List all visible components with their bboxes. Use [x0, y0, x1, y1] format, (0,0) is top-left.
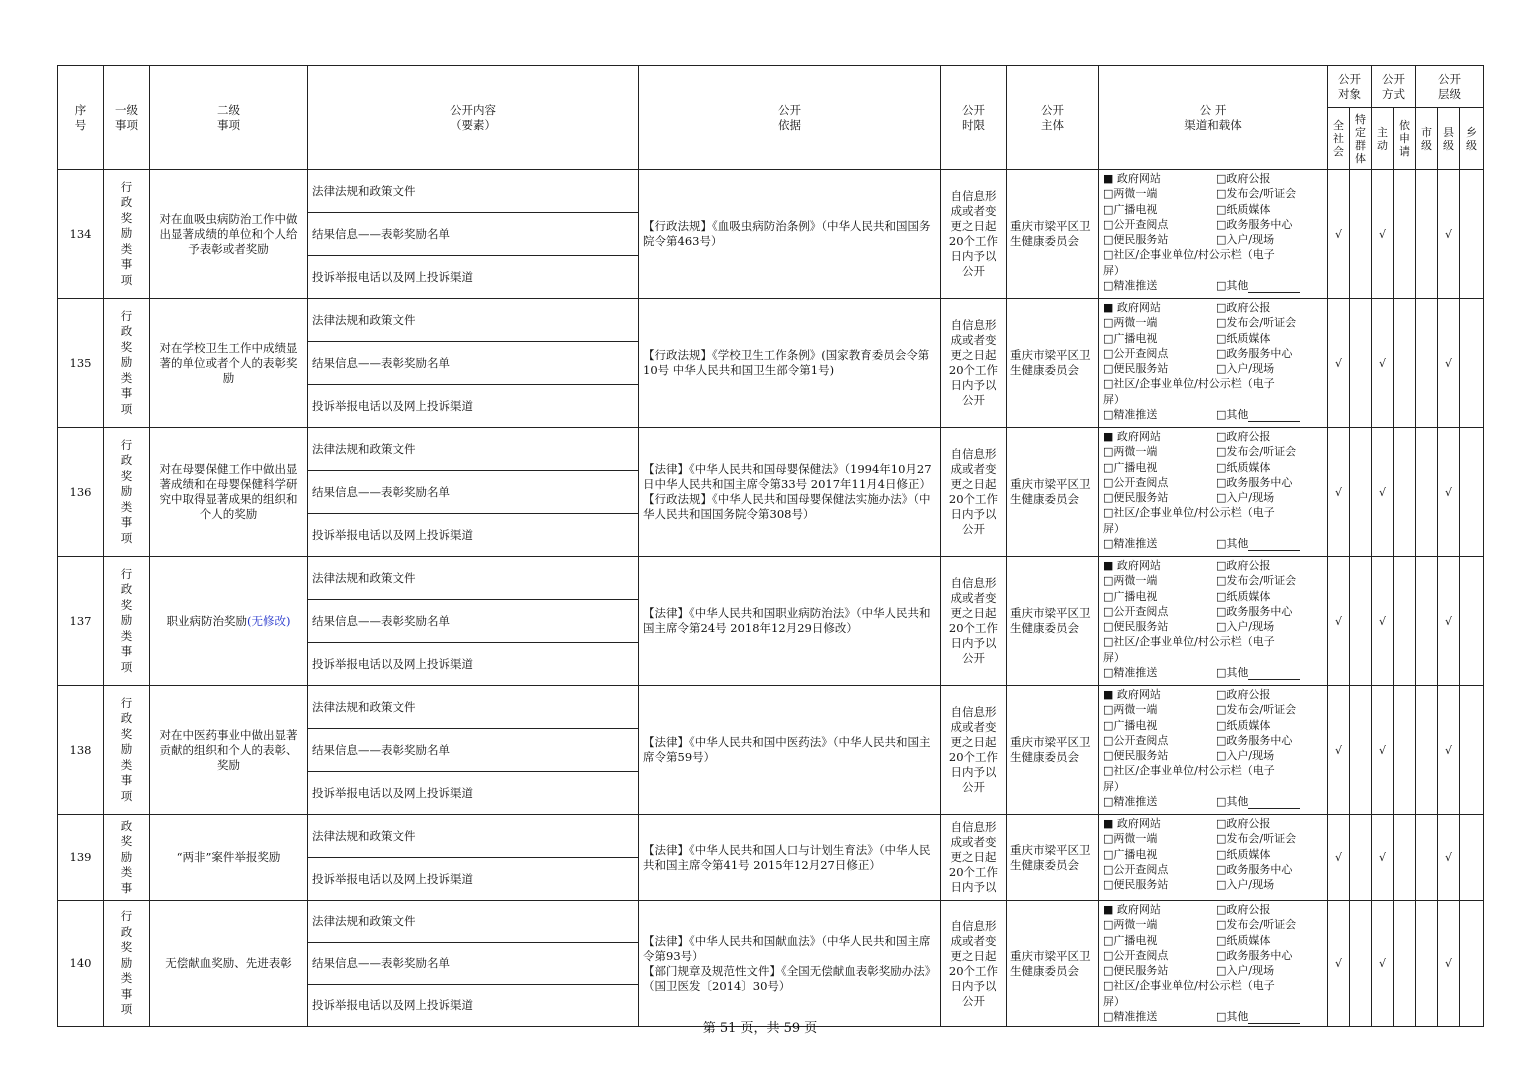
- channel-option: □公开查阅点: [1103, 948, 1169, 962]
- row-category: 政 奖 励 类 事: [104, 815, 150, 901]
- channel-option: □入户/现场: [1216, 233, 1275, 247]
- channel-option: □政务服务中心: [1216, 948, 1293, 962]
- check-county: √: [1438, 299, 1460, 428]
- row-basis: 【法律】《中华人民共和国职业病防治法》（中华人民共和国主席令第24号 2018年12月29日修改）: [639, 557, 941, 686]
- channel-option: ■ 政府网站: [1103, 817, 1161, 830]
- channel-option: □发布会/听证会: [1216, 445, 1297, 459]
- channel-option: □广播电视: [1103, 589, 1158, 603]
- channel-option: □其他: [1216, 408, 1249, 422]
- check-city: [1416, 815, 1438, 901]
- check-specific-group: [1350, 901, 1372, 1027]
- check-county: √: [1438, 428, 1460, 557]
- channel-option: □广播电视: [1103, 718, 1158, 732]
- check-township: [1460, 299, 1484, 428]
- header-subject: 公开 主体: [1007, 66, 1099, 170]
- row-basis: 【法律】《中华人民共和国中医药法》（中华人民共和国主席令第59号）: [639, 686, 941, 815]
- blank-underline: [1248, 539, 1300, 551]
- check-on-request: [1394, 686, 1416, 815]
- row-channels: [1099, 299, 1328, 428]
- row-subject: 重庆市梁平区卫生健康委员会: [1007, 428, 1099, 557]
- channel-option: 屏）: [1103, 521, 1125, 535]
- row-category: 行 政 奖 励 类 事 项: [104, 299, 150, 428]
- check-county: √: [1438, 557, 1460, 686]
- check-active: √: [1372, 557, 1394, 686]
- blank-underline: [1248, 410, 1300, 422]
- row-deadline: 自信息形 成或者变 更之日起 20个工作 日内予以 公开: [941, 170, 1007, 299]
- check-active: √: [1372, 686, 1394, 815]
- row-seq: 135: [58, 299, 104, 428]
- channel-option: □精准推送: [1103, 666, 1158, 680]
- channel-option: □其他: [1216, 1010, 1249, 1024]
- row-deadline: 自信息形 成或者变 更之日起 20个工作 日内予以 公开: [941, 557, 1007, 686]
- channel-option: □政府公报: [1216, 688, 1271, 701]
- check-all-society: √: [1328, 428, 1350, 557]
- channel-option: □纸质媒体: [1216, 933, 1271, 947]
- header-county-level: 县 级: [1438, 108, 1460, 170]
- row-deadline: 自信息形 成或者变 更之日起 20个工作 日内予以 公开: [941, 686, 1007, 815]
- channel-option: □发布会/听证会: [1216, 918, 1297, 932]
- channel-option: ■ 政府网站: [1103, 172, 1161, 185]
- channel-option: □政府公报: [1216, 559, 1271, 572]
- check-township: [1460, 428, 1484, 557]
- row-deadline: 自信息形 成或者变 更之日起 20个工作 日内予以 公开: [941, 299, 1007, 428]
- row-content-item: 结果信息——表彰奖励名单: [308, 943, 639, 985]
- channel-option: □政务服务中心: [1216, 217, 1293, 231]
- channel-option: □入户/现场: [1216, 491, 1275, 505]
- channel-option: □政务服务中心: [1216, 475, 1293, 489]
- check-on-request: [1394, 428, 1416, 557]
- row-subject: 重庆市梁平区卫生健康委员会: [1007, 686, 1099, 815]
- check-city: [1416, 299, 1438, 428]
- row-content-item: 投诉举报电话以及网上投诉渠道: [308, 514, 639, 557]
- check-specific-group: [1350, 557, 1372, 686]
- channel-option: □纸质媒体: [1216, 847, 1271, 861]
- channel-option: □社区/企事业单位/村公示栏（电子: [1103, 979, 1275, 993]
- check-active: √: [1372, 428, 1394, 557]
- check-specific-group: [1350, 170, 1372, 299]
- row-item: “两非”案件举报奖励: [150, 815, 308, 901]
- row-seq: 138: [58, 686, 104, 815]
- table-row: [58, 299, 1484, 342]
- channel-option: □公开查阅点: [1103, 862, 1169, 876]
- check-active: √: [1372, 815, 1394, 901]
- channel-option: 屏）: [1103, 779, 1125, 793]
- row-content-item: 法律法规和政策文件: [308, 299, 639, 342]
- header-seq: 序 号: [58, 66, 104, 170]
- row-seq: 140: [58, 901, 104, 1027]
- row-subject: 重庆市梁平区卫生健康委员会: [1007, 557, 1099, 686]
- channel-option: □两微一端: [1103, 918, 1158, 932]
- channel-option: □入户/现场: [1216, 620, 1275, 634]
- check-township: [1460, 170, 1484, 299]
- check-county: √: [1438, 686, 1460, 815]
- row-category: 行 政 奖 励 类 事 项: [104, 557, 150, 686]
- header-basis: 公开 依据: [639, 66, 941, 170]
- channel-option: □社区/企事业单位/村公示栏（电子: [1103, 506, 1275, 520]
- row-content-item: 结果信息——表彰奖励名单: [308, 471, 639, 514]
- header-level2: 二级 事项: [150, 66, 308, 170]
- header-target: 公开 对象: [1328, 66, 1372, 108]
- check-township: [1460, 815, 1484, 901]
- header-method: 公开 方式: [1372, 66, 1416, 108]
- row-category: 行 政 奖 励 类 事 项: [104, 686, 150, 815]
- channel-option: □入户/现场: [1216, 749, 1275, 763]
- header-level1: 一级 事项: [104, 66, 150, 170]
- row-basis: 【行政法规】《血吸虫病防治条例》（中华人民共和国国务院令第463号）: [639, 170, 941, 299]
- header-city-level: 市 级: [1416, 108, 1438, 170]
- row-content-item: 结果信息——表彰奖励名单: [308, 213, 639, 256]
- channel-option: □发布会/听证会: [1216, 574, 1297, 588]
- channel-option: □纸质媒体: [1216, 202, 1271, 216]
- channel-option: 屏）: [1103, 392, 1125, 406]
- channel-option: □公开查阅点: [1103, 604, 1169, 618]
- header-all-society: 全 社 会: [1328, 108, 1350, 170]
- row-seq: 137: [58, 557, 104, 686]
- channel-option: □入户/现场: [1216, 964, 1275, 978]
- channel-option: □广播电视: [1103, 331, 1158, 345]
- check-on-request: [1394, 815, 1416, 901]
- row-content-item: 投诉举报电话以及网上投诉渠道: [308, 772, 639, 815]
- channel-option: □纸质媒体: [1216, 589, 1271, 603]
- row-channels: [1099, 557, 1328, 686]
- channel-option: ■ 政府网站: [1103, 903, 1161, 916]
- channel-option: □纸质媒体: [1216, 331, 1271, 345]
- check-city: [1416, 428, 1438, 557]
- check-specific-group: [1350, 428, 1372, 557]
- check-specific-group: [1350, 815, 1372, 901]
- channel-option: □公开查阅点: [1103, 475, 1169, 489]
- row-content-item: 法律法规和政策文件: [308, 428, 639, 471]
- channel-option: □精准推送: [1103, 1010, 1158, 1024]
- row-channels: [1099, 686, 1328, 815]
- channel-option: ■ 政府网站: [1103, 430, 1161, 443]
- row-basis: 【法律】《中华人民共和国献血法》（中华人民共和国主席令第93号） 【部门规章及规范性文件】《全国无偿献血表彰奖励办法》（国卫医发〔2014〕30号）: [639, 901, 941, 1027]
- check-city: [1416, 901, 1438, 1027]
- page-footer: 第 51 页，共 59 页: [702, 1021, 818, 1036]
- channel-option: □精准推送: [1103, 279, 1158, 293]
- channel-option: □政府公报: [1216, 903, 1271, 916]
- check-active: √: [1372, 299, 1394, 428]
- channel-option: □社区/企事业单位/村公示栏（电子: [1103, 377, 1275, 391]
- row-content-item: 结果信息——表彰奖励名单: [308, 342, 639, 385]
- channel-option: □政务服务中心: [1216, 862, 1293, 876]
- channel-option: □公开查阅点: [1103, 217, 1169, 231]
- check-on-request: [1394, 557, 1416, 686]
- check-on-request: [1394, 170, 1416, 299]
- table-row: [58, 170, 1484, 213]
- check-all-society: √: [1328, 170, 1350, 299]
- channel-option: □发布会/听证会: [1216, 703, 1297, 717]
- channel-option: □社区/企事业单位/村公示栏（电子: [1103, 248, 1275, 262]
- row-item: 职业病防治奖励(无修改): [150, 557, 308, 686]
- row-category: 行 政 奖 励 类 事 项: [104, 170, 150, 299]
- channel-option: □纸质媒体: [1216, 460, 1271, 474]
- check-specific-group: [1350, 686, 1372, 815]
- channel-option: □纸质媒体: [1216, 718, 1271, 732]
- channel-option: 屏）: [1103, 263, 1125, 277]
- check-township: [1460, 686, 1484, 815]
- check-all-society: √: [1328, 686, 1350, 815]
- check-county: √: [1438, 815, 1460, 901]
- channel-option: □政务服务中心: [1216, 346, 1293, 360]
- channel-option: ■ 政府网站: [1103, 559, 1161, 572]
- channel-option: □便民服务站: [1103, 749, 1169, 763]
- row-content-item: 法律法规和政策文件: [308, 170, 639, 213]
- row-seq: 136: [58, 428, 104, 557]
- channel-option: □便民服务站: [1103, 878, 1169, 892]
- channel-option: □便民服务站: [1103, 233, 1169, 247]
- channel-option: □入户/现场: [1216, 362, 1275, 376]
- item-note: (无修改): [247, 613, 291, 628]
- channel-option: □其他: [1216, 279, 1249, 293]
- header-active: 主 动: [1372, 108, 1394, 170]
- check-township: [1460, 557, 1484, 686]
- channel-option: □两微一端: [1103, 832, 1158, 846]
- channel-option: □其他: [1216, 537, 1249, 551]
- channel-option: □两微一端: [1103, 703, 1158, 717]
- channel-option: □两微一端: [1103, 187, 1158, 201]
- channel-option: □便民服务站: [1103, 362, 1169, 376]
- channel-option: ■ 政府网站: [1103, 688, 1161, 701]
- check-on-request: [1394, 901, 1416, 1027]
- check-all-society: √: [1328, 557, 1350, 686]
- table-row: [58, 428, 1484, 471]
- row-basis: 【行政法规】《学校卫生工作条例》(国家教育委员会令第10号 中华人民共和国卫生部令第1号): [639, 299, 941, 428]
- channel-option: □公开查阅点: [1103, 733, 1169, 747]
- table-row: [58, 815, 1484, 858]
- row-content-item: 投诉举报电话以及网上投诉渠道: [308, 643, 639, 686]
- channel-option: □精准推送: [1103, 537, 1158, 551]
- channel-option: 屏）: [1103, 994, 1125, 1008]
- channel-option: □广播电视: [1103, 202, 1158, 216]
- row-subject: 重庆市梁平区卫生健康委员会: [1007, 299, 1099, 428]
- check-county: √: [1438, 901, 1460, 1027]
- channel-option: □发布会/听证会: [1216, 832, 1297, 846]
- channel-option: □入户/现场: [1216, 878, 1275, 892]
- row-subject: 重庆市梁平区卫生健康委员会: [1007, 170, 1099, 299]
- table-row: [58, 557, 1484, 600]
- channel-option: □两微一端: [1103, 316, 1158, 330]
- check-county: √: [1438, 170, 1460, 299]
- row-channels: [1099, 170, 1328, 299]
- row-item: 无偿献血奖励、先进表彰: [150, 901, 308, 1027]
- channel-option: □公开查阅点: [1103, 346, 1169, 360]
- channel-option: □精准推送: [1103, 795, 1158, 809]
- disclosure-table: [57, 65, 1484, 1027]
- channel-option: □精准推送: [1103, 408, 1158, 422]
- blank-underline: [1248, 281, 1300, 293]
- check-specific-group: [1350, 299, 1372, 428]
- channel-option: □广播电视: [1103, 847, 1158, 861]
- check-township: [1460, 901, 1484, 1027]
- channel-option: □广播电视: [1103, 460, 1158, 474]
- row-content-item: 结果信息——表彰奖励名单: [308, 729, 639, 772]
- row-item: 对在血吸虫病防治工作中做出显著成绩的单位和个人给予表彰或者奖励: [150, 170, 308, 299]
- row-category: 行 政 奖 励 类 事 项: [104, 901, 150, 1027]
- header-content: 公开内容 （要素）: [308, 66, 639, 170]
- channel-option: 屏）: [1103, 650, 1125, 664]
- channel-option: □发布会/听证会: [1216, 316, 1297, 330]
- channel-option: □政府公报: [1216, 172, 1271, 185]
- header-channel: 公 开 渠道和载体: [1099, 66, 1328, 170]
- row-content-item: 投诉举报电话以及网上投诉渠道: [308, 858, 639, 901]
- row-seq: 134: [58, 170, 104, 299]
- row-channels: [1099, 428, 1328, 557]
- row-subject: 重庆市梁平区卫生健康委员会: [1007, 901, 1099, 1027]
- row-item: 对在中医药事业中做出显著贡献的组织和个人的表彰、奖励: [150, 686, 308, 815]
- check-all-society: √: [1328, 901, 1350, 1027]
- row-content-item: 法律法规和政策文件: [308, 686, 639, 729]
- channel-option: □社区/企事业单位/村公示栏（电子: [1103, 764, 1275, 778]
- row-deadline: 自信息形 成或者变 更之日起 20个工作 日内予以 公开: [941, 901, 1007, 1027]
- check-active: √: [1372, 170, 1394, 299]
- channel-option: □便民服务站: [1103, 620, 1169, 634]
- row-subject: 重庆市梁平区卫生健康委员会: [1007, 815, 1099, 901]
- table-row: [58, 901, 1484, 943]
- blank-underline: [1248, 797, 1300, 809]
- check-on-request: [1394, 299, 1416, 428]
- row-content-item: 投诉举报电话以及网上投诉渠道: [308, 985, 639, 1027]
- channel-option: □政府公报: [1216, 430, 1271, 443]
- channel-option: □政府公报: [1216, 301, 1271, 314]
- header-level: 公开 层级: [1416, 66, 1484, 108]
- check-city: [1416, 686, 1438, 815]
- channel-option: □两微一端: [1103, 574, 1158, 588]
- row-basis: 【法律】《中华人民共和国人口与计划生育法》（中华人民共和国主席令第41号 2015年12月27日修正）: [639, 815, 941, 901]
- channel-option: □社区/企事业单位/村公示栏（电子: [1103, 635, 1275, 649]
- row-content-item: 法律法规和政策文件: [308, 815, 639, 858]
- table-row: [58, 686, 1484, 729]
- header-deadline: 公开 时限: [941, 66, 1007, 170]
- channel-option: □便民服务站: [1103, 491, 1169, 505]
- check-city: [1416, 557, 1438, 686]
- channel-option: □政务服务中心: [1216, 733, 1293, 747]
- channel-option: □政府公报: [1216, 817, 1271, 830]
- channel-option: □政务服务中心: [1216, 604, 1293, 618]
- row-deadline: 自信息形 成或者变 更之日起 20个工作 日内予以 公开: [941, 428, 1007, 557]
- channel-option: □便民服务站: [1103, 964, 1169, 978]
- header-on-request: 依 申 请: [1394, 108, 1416, 170]
- row-item: 对在母婴保健工作中做出显著成绩和在母婴保健科学研究中取得显著成果的组织和个人的奖励: [150, 428, 308, 557]
- row-category: 行 政 奖 励 类 事 项: [104, 428, 150, 557]
- channel-option: □其他: [1216, 666, 1249, 680]
- check-all-society: √: [1328, 299, 1350, 428]
- row-content-item: 结果信息——表彰奖励名单: [308, 600, 639, 643]
- row-deadline: 自信息形 成或者变 更之日起 20个工作 日内予以: [941, 815, 1007, 901]
- header-specific-group: 特 定 群 体: [1350, 108, 1372, 170]
- row-content-item: 法律法规和政策文件: [308, 901, 639, 943]
- channel-option: ■ 政府网站: [1103, 301, 1161, 314]
- channel-option: □广播电视: [1103, 933, 1158, 947]
- channel-option: □其他: [1216, 795, 1249, 809]
- channel-option: □发布会/听证会: [1216, 187, 1297, 201]
- row-content-item: 法律法规和政策文件: [308, 557, 639, 600]
- row-channels: [1099, 815, 1328, 901]
- row-basis: 【法律】《中华人民共和国母婴保健法》（1994年10月27日中华人民共和国主席令第33号 2017年11月4日修正） 【行政法规】《中华人民共和国母婴保健法实施办法》（中华人民共和国国务院令第308号）: [639, 428, 941, 557]
- channel-option: □两微一端: [1103, 445, 1158, 459]
- header-township-level: 乡 级: [1460, 108, 1484, 170]
- row-content-item: 投诉举报电话以及网上投诉渠道: [308, 256, 639, 299]
- row-channels: [1099, 901, 1328, 1027]
- check-all-society: √: [1328, 815, 1350, 901]
- blank-underline: [1248, 668, 1300, 680]
- check-city: [1416, 170, 1438, 299]
- row-content-item: 投诉举报电话以及网上投诉渠道: [308, 385, 639, 428]
- row-seq: 139: [58, 815, 104, 901]
- row-item: 对在学校卫生工作中成绩显著的单位或者个人的表彰奖励: [150, 299, 308, 428]
- check-active: √: [1372, 901, 1394, 1027]
